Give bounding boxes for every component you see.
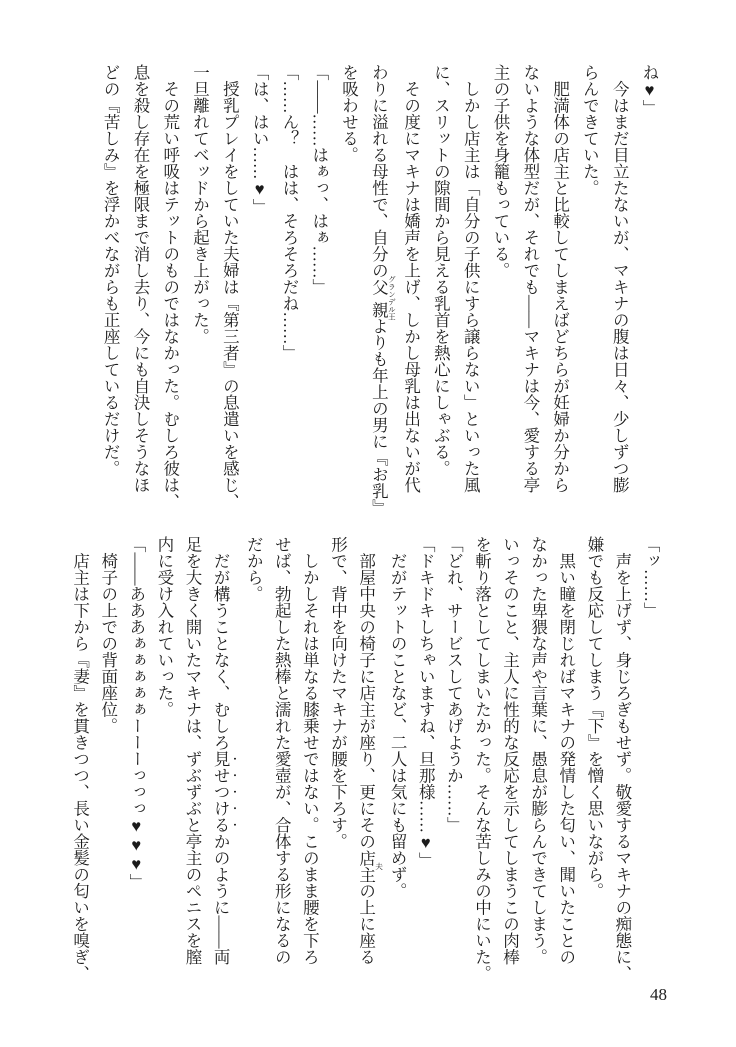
text-run: 椅子の上での背面座位。 [98, 536, 118, 734]
text-line [467, 536, 495, 1004]
text-run: 息を殺し存在を極限まで消し去り、今にも自決しそうなほ [130, 64, 150, 493]
text-line [485, 64, 515, 524]
text-line [267, 536, 295, 1004]
ruby-text: 夫 [374, 849, 384, 883]
text-block-bottom [66, 536, 664, 1004]
text-line [323, 536, 351, 1004]
text-run: 嫌でも反応してしまう『下』を憎く思いながら。 [584, 536, 604, 899]
text-line [524, 536, 552, 1004]
text-run: ないような体型だが、それでも——マキナは今、愛する亭 [520, 64, 540, 493]
emphasized-text: 見せつける [211, 750, 231, 833]
ruby-text: グランデル王 [387, 275, 397, 321]
text-run: 形で、背中を向けたマキナが腰を下ろす。 [328, 536, 348, 850]
text-run: その荒い呼吸はテットのものではなかった。むしろ彼は、 [160, 64, 180, 510]
text-run: だから。 [244, 536, 264, 602]
text-line [274, 64, 304, 524]
text-run: らんできていた。 [580, 64, 600, 196]
text-line [150, 536, 178, 1004]
text-run: 内に受け入れていった。 [154, 536, 174, 718]
text-line [155, 64, 185, 524]
text-run: 「ッ……」 [641, 536, 660, 619]
text-run: なかった卑猥な声や言葉に、愚息が膨らんできてしまう。 [528, 536, 548, 965]
text-line [66, 536, 94, 1004]
text-run: しかし店主は「自分の子供にすら譲らない」といった風 [461, 64, 481, 493]
ruby-annotated-text: 店主 夫 [356, 849, 384, 883]
text-line [636, 536, 664, 1004]
text-run: 「どれ、サービスしてあげようか……」 [444, 536, 464, 833]
text-run: 今はまだ目立たないが、マキナの腹は日々、少しずつ膨 [610, 64, 630, 493]
text-line [304, 64, 334, 524]
text-line [215, 64, 245, 524]
text-line [94, 536, 122, 1004]
text-line [295, 536, 323, 1004]
text-run: いっそのこと、主人に性的な反応を示してしまうこの肉棒 [500, 536, 520, 965]
text-line [244, 64, 274, 524]
text-run: 声を上げず、身じろぎもせず。敬愛するマキナの痴態に、 [612, 536, 632, 982]
text-run: しかしそれは単なる膝乗せではない。このまま腰を下ろ [300, 536, 320, 965]
text-line [185, 64, 215, 524]
text-block-top [95, 64, 664, 524]
text-run: を吸わせる。 [339, 64, 359, 163]
text-run: 店主は下から『妻』を貫きつつ、長い金髪の匂いを嗅ぎ、 [70, 536, 90, 982]
text-run: せば、勃起した熱棒と濡れた愛壺が、合体する形になるの [272, 536, 292, 965]
text-line [604, 64, 634, 524]
text-run: かのように——両 [211, 833, 231, 965]
text-line [206, 536, 239, 1004]
text-line [351, 536, 383, 1004]
text-line [334, 64, 364, 524]
text-run: 「——……はぁっ、はぁ……」 [309, 64, 329, 295]
text-line [95, 64, 125, 524]
text-run: を斬り落としてしまいたかった。そんな苦しみの中にいた。 [472, 536, 492, 982]
text-run: よりも年上の男に『お乳』 [369, 317, 389, 516]
text-line [411, 536, 439, 1004]
text-line [396, 64, 426, 524]
text-line [383, 536, 411, 1004]
text-line [364, 64, 396, 524]
text-run: その度にマキナは嬌声を上げ、しかし母乳は出ないが代 [401, 64, 421, 493]
text-line [608, 536, 636, 1004]
text-line [515, 64, 545, 524]
text-run: 「……ん？ はは、そろそろだね……」 [279, 64, 299, 361]
text-run: 肥満体の店主と比較してしまえばどちらが妊婦か分から [550, 64, 570, 493]
text-run: 「ドキドキしちゃいますね、旦那様……♥」 [416, 536, 436, 869]
text-run: ね♥」 [640, 64, 659, 116]
text-run: 足を大きく開いたマキナは、ずぶずぶと亭主のペニスを膣 [183, 536, 202, 965]
text-line [580, 536, 608, 1004]
text-line [426, 64, 456, 524]
page-number: 48 [650, 985, 667, 1004]
text-line [178, 536, 206, 1004]
text-run: 部屋中央の椅子に店主が座り、更にその [356, 536, 376, 850]
text-run: 「——あああぁぁぁぁぁーーーっっっ♥♥♥」 [126, 536, 146, 890]
text-run: 黒い瞳を閉じればマキナの発情した匂い、聞いたことの [556, 536, 576, 965]
text-line [239, 536, 267, 1004]
text-run: 一旦離れてベッドから起き上がった。 [190, 64, 210, 345]
text-line [439, 536, 467, 1004]
text-run: の上に座る [356, 882, 376, 965]
text-run: 授乳プレイをしていた夫婦は『第三者』の息遣いを感じ、 [220, 64, 240, 510]
ruby-annotated-text: 父親 グランデル王 [369, 275, 397, 321]
text-line [552, 536, 580, 1004]
text-line [495, 536, 523, 1004]
text-line [122, 536, 150, 1004]
text-run: 「は、はい……♥」 [250, 64, 270, 215]
text-run: 主の子供を身籠もっている。 [491, 64, 511, 279]
text-run: どの『苦しみ』を浮かべながらも正座しているだけだ。 [101, 64, 121, 477]
text-line [125, 64, 155, 524]
text-run: に、スリットの隙間から見える乳首を熱心にしゃぶる。 [431, 64, 451, 477]
text-line [575, 64, 605, 524]
text-line [455, 64, 485, 524]
text-run: だがテットのことなど、二人は気にも留めず。 [388, 536, 408, 899]
text-run: わりに溢れる母性で、自分の [369, 64, 389, 279]
text-line [634, 64, 664, 524]
text-run: だが構うことなく、むしろ [211, 536, 231, 751]
text-line [545, 64, 575, 524]
